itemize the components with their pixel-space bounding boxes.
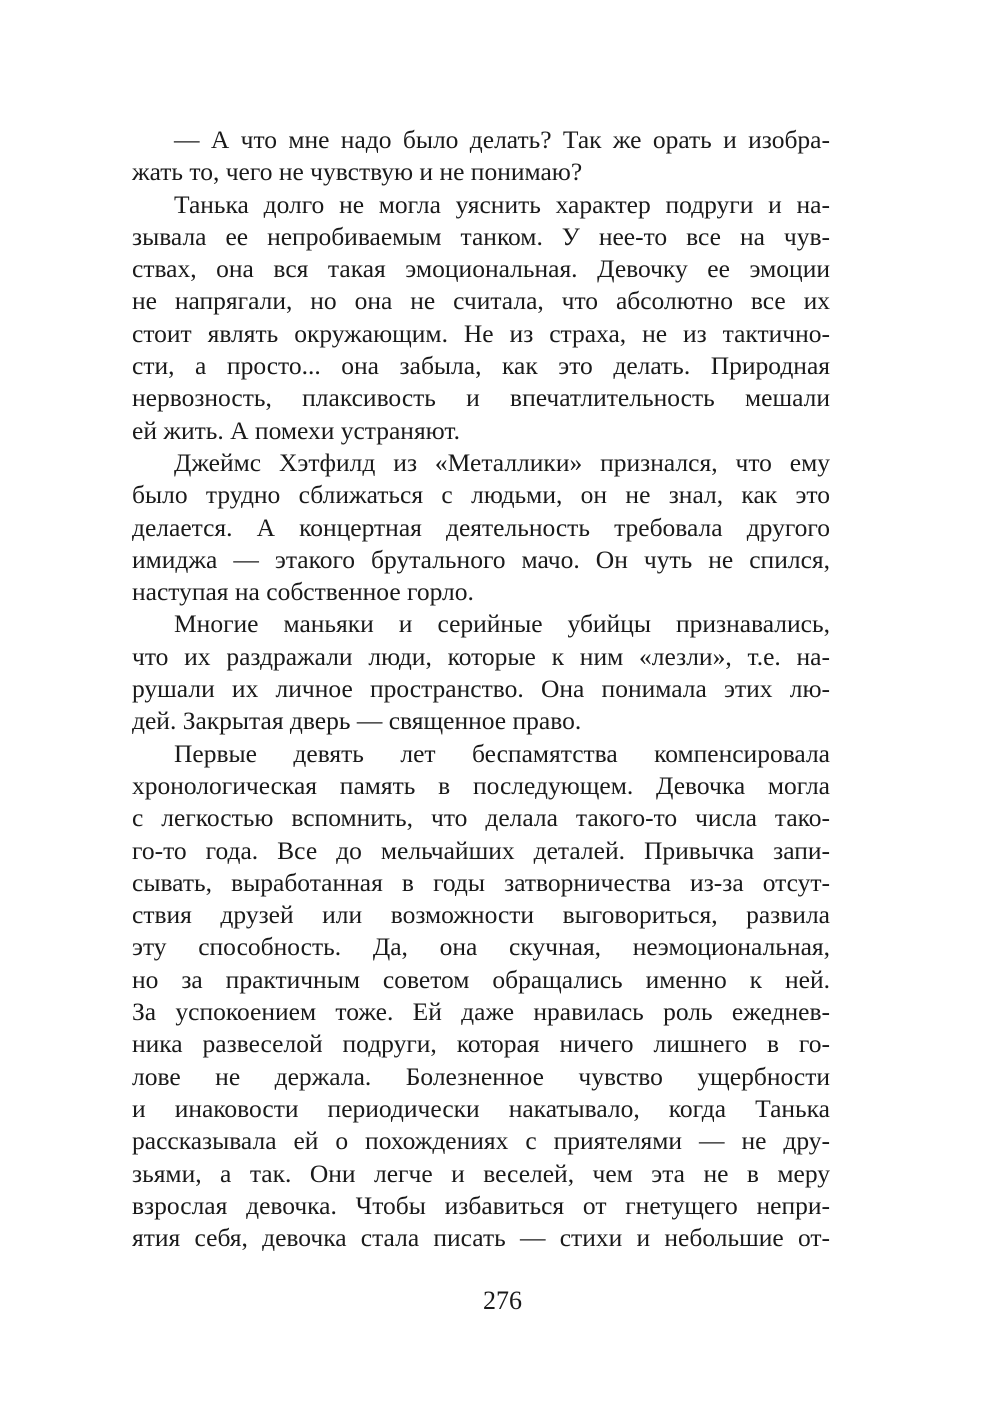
text-line: зывала ее непробиваемым танком. У нее-то все на чув- [132, 221, 830, 251]
text-line: За успокоением тоже. Ей даже нравилась роль ежеднев- [132, 997, 830, 1027]
text-line: взрослая девочка. Чтобы избавиться от гнетущего непри- [132, 1190, 830, 1220]
text-line: — А что мне надо было делать? Так же орать и изобра- [174, 125, 830, 154]
text-line: ствия друзей или возможности выговориться, развила [132, 900, 830, 930]
text-line: стоит являть окружающим. Не из страха, не из тактично- [132, 318, 830, 348]
text-line: что их раздражали люди, которые к ним «лезли», т.е. на- [132, 641, 830, 671]
text-line: дей. Закрытая дверь — священное право. [132, 706, 582, 736]
text-line: ей жить. А помехи устраняют. [132, 415, 461, 445]
text-line: ятия себя, девочка стала писать — стихи и небольшие от- [132, 1223, 830, 1253]
text-line: ствах, она вся такая эмоциональная. Девочку ее эмоции [132, 254, 830, 284]
text-line: жать то, чего не чувствую и не понимаю? [132, 157, 583, 187]
text-line: ника развеселой подруги, которая ничего лишнего в го- [132, 1029, 830, 1059]
text-line: зьями, а так. Они легче и веселей, чем эта не в меру [132, 1158, 830, 1188]
text-line: наступая на собственное горло. [132, 577, 474, 607]
text-line: но за практичным советом обращались именно к ней. [132, 964, 830, 994]
text-line: делается. А концертная деятельность требовала другого [132, 512, 830, 542]
text-line: рассказывала ей о похождениях с приятелями — не дру- [132, 1126, 830, 1156]
text-line: Джеймс Хэтфилд из «Металлики» признался, что ему [174, 447, 830, 477]
text-line: не напрягали, но она не считала, что абсолютно все их [132, 286, 830, 316]
text-line: Первые девять лет беспамятства компенсировала [174, 738, 830, 768]
text-line: и инаковости периодически накатывало, когда Танька [132, 1093, 830, 1123]
text-line: нервозность, плаксивость и впечатлительность мешали [132, 383, 830, 413]
text-line: Танька долго не могла уяснить характер подруги и на- [174, 189, 830, 219]
text-line: го-то года. Все до мельчайших деталей. Привычка запи- [132, 835, 830, 865]
text-line: сти, а просто... она забыла, как это делать. Природная [132, 351, 830, 381]
text-line: рушали их личное пространство. Она понимала этих лю- [132, 674, 830, 704]
text-line: эту способность. Да, она скучная, неэмоциональная, [132, 932, 830, 962]
text-line: было трудно сближаться с людьми, он не знал, как это [132, 480, 830, 510]
text-line: Многие маньяки и серийные убийцы признавались, [174, 609, 830, 639]
text-line: лове не держала. Болезненное чувство ущербности [132, 1061, 830, 1091]
text-line: сывать, выработанная в годы затворничества из-за отсут- [132, 867, 830, 897]
text-line: хронологическая память в последующем. Девочка могла [132, 770, 830, 800]
body-text [132, 124, 830, 1254]
text-line: с легкостью вспомнить, что делала такого-то числа тако- [132, 803, 830, 833]
page-number: 276 [483, 1286, 522, 1315]
text-line: имиджа — этакого брутального мачо. Он чуть не спился, [132, 544, 830, 574]
